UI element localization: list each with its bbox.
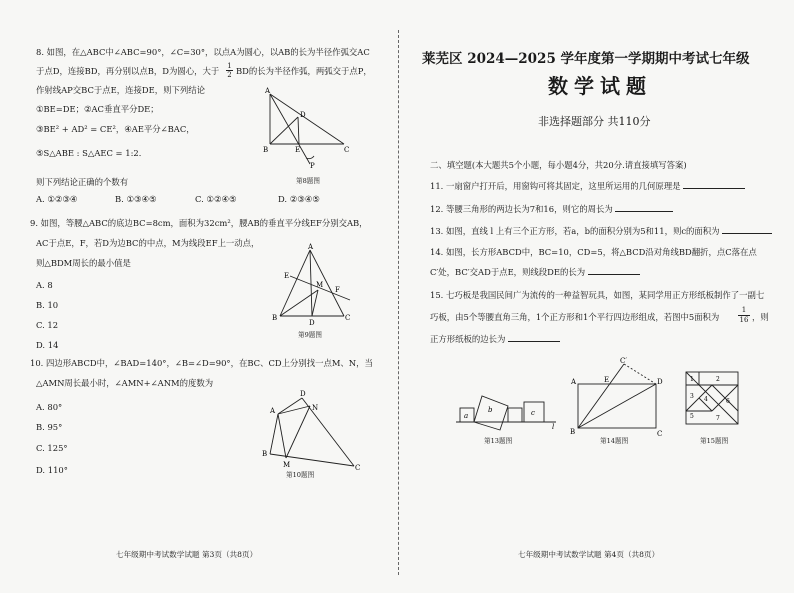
q15-piece-2: 2: [716, 376, 720, 383]
q13-stem: 13. 如图，直线 l 上有三个正方形，若a，b的面积分别为5和11，则c的面积为: [430, 226, 720, 236]
q10-fig-caption: 第10题图: [286, 471, 315, 479]
q15-frac-num: 1: [741, 306, 747, 314]
q8-option-d: D. ②③④⑤: [278, 194, 320, 204]
q11-text: [430, 181, 745, 192]
q13-label-a: a: [464, 412, 469, 420]
q8-label-a: A: [265, 87, 271, 95]
q9-line1: 9. 如图，等腰△ABC的底边BC=8cm，面积为32cm²，腰AB的垂直平分线EF分别交AB，: [30, 218, 368, 228]
q9-label-m: M: [316, 281, 324, 289]
q15-piece-7: 7: [716, 415, 720, 422]
q8-label-c: C: [344, 146, 350, 154]
q9-label-e: E: [284, 272, 290, 280]
q10-label-d: D: [300, 390, 306, 398]
q9-option-c: C. 12: [36, 320, 59, 330]
q15-piece-4: 4: [704, 396, 708, 403]
q8-line2: 于点D，连接BD，再分别以点B，D为圆心，大于: [36, 66, 220, 76]
q14-fig-caption: 第14题图: [600, 437, 629, 445]
q14-line2: [430, 267, 640, 278]
q15-frac-den: 16: [739, 316, 749, 324]
q13-label-l: l: [552, 423, 555, 431]
q14-label-d: D: [657, 378, 663, 386]
q15-piece-1: 1: [690, 376, 694, 383]
q8-fraction: [226, 62, 233, 79]
q14-label-a: A: [571, 378, 577, 386]
q12-answer-blank: [615, 211, 673, 212]
q9-option-b: B. 10: [36, 300, 59, 310]
q9-line2: AC于点E，F，若D为边BC的中点，M为线段EF上一动点，: [36, 238, 260, 248]
q11-answer-blank: [683, 188, 745, 189]
q14-answer-blank: [588, 274, 640, 275]
q8-label-p: P: [310, 162, 315, 170]
q11-stem: 11. 一扇窗户打开后，用窗钩可将其固定，这里所运用的几何原理是: [430, 181, 681, 191]
q12-stem: 12. 等腰三角形的两边长为7和16，则它的周长为: [430, 204, 613, 214]
q8-line3: 作射线AP交BC于点E，连接DE，则下列结论: [36, 85, 205, 95]
q15-line1: 15. 七巧板是我国民间广为流传的一种益智玩具，如图，某同学用正方形纸板制作了一副七: [430, 290, 765, 300]
q10-line2: △AMN周长最小时，∠AMN+∠ANM的度数为: [36, 378, 214, 388]
q9-label-d: D: [309, 319, 315, 327]
q15-line2-end: ，则: [752, 312, 769, 322]
left-footer: 七年级期中考试数学试题 第3页（共8页）: [116, 550, 258, 559]
q8-option-b: B. ①③④⑤: [115, 194, 157, 204]
q14-label-e: E: [604, 376, 610, 384]
q10-option-b: B. 95°: [36, 422, 63, 432]
q15-figure: [684, 370, 742, 428]
q10-figure: [258, 386, 362, 472]
q10-option-a: A. 80°: [36, 402, 63, 412]
q15-line3: [430, 334, 560, 345]
q9-label-a: A: [308, 243, 314, 251]
q10-option-c: C. 125°: [36, 443, 68, 453]
q13-label-c: c: [531, 409, 535, 417]
q15-piece-6: 6: [726, 398, 730, 405]
q9-label-f: F: [335, 286, 340, 294]
q12-text: [430, 204, 673, 215]
q10-label-m: M: [283, 461, 291, 469]
exam-title: 数学试题: [548, 74, 652, 98]
q14-label-b: B: [570, 428, 576, 436]
q8-line1: 8. 如图，在△ABC中∠ABC=90°，∠C=30°，以点A为圆心，以AB的长为半径作弧交AC: [36, 47, 370, 57]
q10-label-b: B: [262, 450, 268, 458]
q8-frac-den: 2: [227, 71, 232, 79]
right-footer: 七年级期中考试数学试题 第4页（共8页）: [518, 550, 660, 559]
q8-line4: ①BE=DE；②AC垂直平分DE；: [36, 104, 159, 114]
q8-label-e: E: [295, 146, 301, 154]
q14-figure: [568, 354, 666, 440]
q8-line5: ③BE² + AD² = CE²，④AE平分∠BAC，: [36, 124, 195, 134]
q15-stem: 巧板，由5个等腰直角三角，1个正方形和1个平行四边形组成，若图中5面积为: [430, 312, 720, 322]
q10-label-n: N: [312, 404, 319, 412]
q13-text: [430, 226, 772, 237]
q15-line2: [430, 312, 719, 323]
q8-line7: 则下列结论正确的个数有: [36, 177, 129, 187]
q13-figure: [452, 378, 560, 434]
q8-line6: ⑤S△ABE : S△AEC = 1:2．: [36, 148, 148, 158]
q8-label-d: D: [300, 111, 306, 119]
q14-line1: 14. 如图，长方形ABCD中，BC=10，CD=5，将△BCD沿对角线BD翻折，点C落在点: [430, 247, 757, 257]
q15-piece-3: 3: [690, 393, 694, 400]
q10-line1: 10. 四边形ABCD中，∠BAD=140°，∠B=∠D=90°，在BC、CD上分别找一点M、N，当: [30, 358, 373, 368]
section-heading: 非选择题部分 共110分: [538, 115, 651, 128]
q8-label-b: B: [263, 146, 269, 154]
q10-option-d: D. 110°: [36, 465, 68, 475]
q14-label-c: C: [657, 430, 663, 438]
q15-stem-end: 正方形纸板的边长为: [430, 334, 506, 344]
q9-label-c: C: [345, 314, 351, 322]
q10-label-a: A: [270, 407, 276, 415]
q14-label-c-prime: C′: [620, 357, 627, 365]
q8-fig-caption: 第8题图: [296, 177, 320, 185]
part2-heading: 二、填空题(本大题共5个小题，每小题4分，共20分.请直接填写答案): [430, 160, 687, 170]
q9-label-b: B: [272, 314, 278, 322]
page-divider: [398, 30, 399, 575]
q8-option-a: A. ①②③④: [36, 194, 78, 204]
q9-figure: [268, 240, 360, 328]
q15-answer-blank: [508, 341, 560, 342]
exam-header: 莱芜区 2024—2025 学年度第一学期期中考试七年级: [422, 51, 750, 67]
q9-line3: 则△BDM周长的最小值是: [36, 258, 131, 268]
q9-fig-caption: 第9题图: [298, 331, 322, 339]
q13-fig-caption: 第13题图: [484, 437, 513, 445]
q14-stem: C′处，BC′交AD于点E，则线段DE的长为: [430, 267, 586, 277]
q8-option-c: C. ①②④⑤: [195, 194, 237, 204]
q8-figure: [258, 82, 358, 174]
q15-fig-caption: 第15题图: [700, 437, 729, 445]
q9-option-a: A. 8: [36, 280, 53, 290]
q15-piece-5: 5: [690, 413, 694, 420]
q8-frac-num: 1: [227, 62, 232, 70]
q10-label-c: C: [355, 464, 361, 472]
q9-option-d: D. 14: [36, 340, 59, 350]
q15-fraction: [738, 306, 750, 325]
q13-label-b: b: [488, 406, 493, 414]
q8-line2b: BD的长为半径作弧，两弧交于点P，: [236, 66, 372, 76]
q13-answer-blank: [722, 233, 772, 234]
